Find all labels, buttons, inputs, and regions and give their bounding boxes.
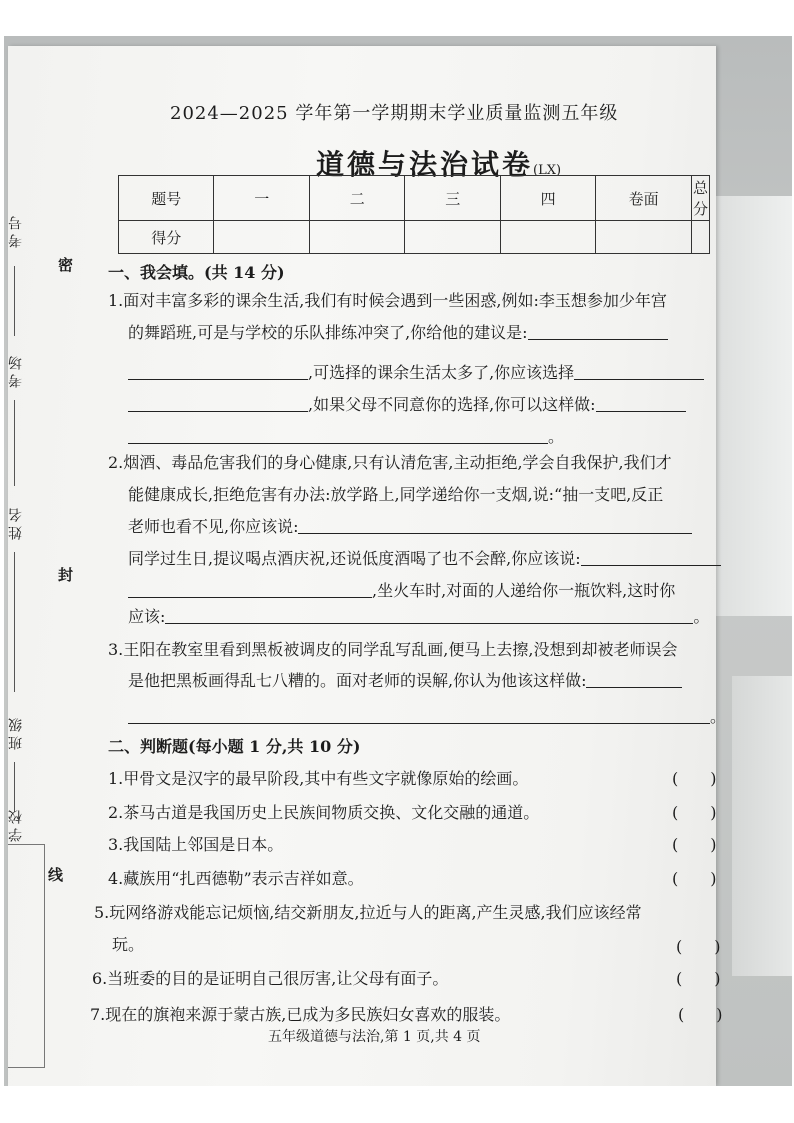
score-cell[interactable] (405, 221, 500, 254)
q2-line4 (128, 546, 721, 569)
answer-paren[interactable]: ( ) (678, 1005, 723, 1024)
binding-strip (8, 156, 74, 1086)
score-cell[interactable] (309, 221, 404, 254)
binding-field-class: 班级 (8, 714, 24, 750)
answer-blank[interactable] (596, 395, 686, 412)
answer-paren[interactable]: ( ) (672, 869, 717, 888)
q2-line1: 2.烟酒、毒品危害我们的身心健康,只有认清危害,主动拒绝,学会自我保护,我们才 (108, 453, 672, 472)
binding-line (14, 400, 15, 486)
answer-blank[interactable] (128, 363, 308, 380)
q2-line3 (128, 514, 692, 537)
answer-blank[interactable] (298, 517, 692, 534)
binding-field-school: 学校 (8, 806, 24, 842)
q2-line6-text: 应该: (128, 607, 166, 626)
binding-mark-line: 线 (48, 866, 64, 884)
q2-line2: 能健康成长,拒绝危害有办法:放学路上,同学递给你一支烟,说:“抽一支吧,反正 (128, 485, 664, 504)
q1-line1: 1.面对丰富多彩的课余生活,我们有时候会遇到一些困惑,例如:李玉想参加少年宫 (108, 291, 667, 310)
answer-paren[interactable]: ( ) (676, 937, 721, 956)
background-paper (732, 676, 792, 976)
binding-field-exam-room: 考场 (8, 352, 24, 388)
binding-box (8, 844, 45, 1068)
score-header-cell: 四 (500, 176, 595, 221)
score-header-cell: 题号 (119, 176, 214, 221)
score-table (118, 175, 710, 254)
section1-heading: 一、我会填。(共 14 分) (108, 263, 285, 282)
answer-paren[interactable]: ( ) (676, 969, 721, 988)
q1-line4 (128, 392, 686, 415)
tf-item-6: 6.当班委的目的是证明自己很厉害,让父母有面子。 (92, 969, 449, 988)
q3-line1: 3.王阳在教室里看到黑板被调皮的同学乱写乱画,便马上去擦,没想到却被老师误会 (108, 640, 678, 659)
exam-title-line1: 2024—2025 学年第一学期期末学业质量监测五年级 (170, 103, 619, 124)
score-header-cell: 总分 (691, 176, 709, 221)
q1-line4-text: ,如果父母不同意你的选择,你可以这样做: (308, 395, 596, 414)
q1-line5 (128, 424, 564, 447)
score-row-label: 得分 (119, 221, 214, 254)
answer-blank[interactable] (581, 549, 721, 566)
tf-item-4: 4.藏族用“扎西德勒”表示吉祥如意。 (108, 869, 364, 888)
exam-code: (LX) (533, 163, 562, 178)
q2-end: 。 (693, 607, 710, 626)
answer-blank[interactable] (128, 581, 372, 598)
score-table-score-row (119, 221, 710, 254)
q2-line5 (128, 578, 675, 601)
binding-field-name: 姓名 (8, 504, 24, 540)
answer-blank[interactable] (128, 707, 710, 724)
score-table-header-row (119, 176, 710, 221)
tf-item-2: 2.茶马古道是我国历史上民族间物质交换、文化交融的通道。 (108, 803, 540, 822)
page-footer: 五年级道德与法治,第 1 页,共 4 页 (268, 1029, 481, 1045)
q1-line2-text: 的舞蹈班,可是与学校的乐队排练冲突了,你给他的建议是: (128, 323, 528, 342)
answer-blank[interactable] (574, 363, 704, 380)
answer-paren[interactable]: ( ) (672, 769, 717, 788)
answer-blank[interactable] (128, 395, 308, 412)
q2-line5-text: ,坐火车时,对面的人递给你一瓶饮料,这时你 (372, 581, 676, 600)
q3-line2-text: 是他把黑板画得乱七八糟的。面对老师的误解,你认为他该这样做: (128, 671, 587, 690)
q3-end: 。 (710, 707, 727, 726)
exam-subject-title: 道德与法治试卷 (316, 148, 534, 181)
binding-field-exam-number: 考号 (8, 212, 24, 248)
binding-line (14, 762, 15, 812)
answer-paren[interactable]: ( ) (672, 835, 717, 854)
background-paper (712, 196, 792, 616)
score-cell[interactable] (214, 221, 309, 254)
binding-line (14, 266, 15, 336)
answer-blank[interactable] (586, 671, 682, 688)
q3-line3 (128, 704, 726, 727)
tf-item-5: 5.玩网络游戏能忘记烦恼,结交新朋友,拉近与人的距离,产生灵感,我们应该经常 (94, 903, 642, 922)
score-cell[interactable] (691, 221, 709, 254)
tf-item-5-cont: 玩。 (112, 935, 145, 954)
answer-paren[interactable]: ( ) (672, 803, 717, 822)
score-header-cell: 二 (309, 176, 404, 221)
score-header-cell: 卷面 (596, 176, 691, 221)
q2-line4-text: 同学过生日,提议喝点酒庆祝,还说低度酒喝了也不会醉,你应该说: (128, 549, 581, 568)
binding-line (14, 552, 15, 692)
score-header-cell: 一 (214, 176, 309, 221)
score-header-cell: 三 (405, 176, 500, 221)
q1-line3-text: ,可选择的课余生活太多了,你应该选择 (308, 363, 575, 382)
q2-line3-text: 老师也看不见,你应该说: (128, 517, 299, 536)
q3-line2 (128, 668, 682, 691)
binding-mark-seal: 密 (58, 256, 74, 274)
score-cell[interactable] (596, 221, 691, 254)
q1-line3 (128, 360, 704, 383)
answer-blank[interactable] (165, 607, 693, 624)
q2-line6 (128, 604, 709, 627)
score-cell[interactable] (500, 221, 595, 254)
q1-line2 (128, 320, 668, 343)
answer-blank[interactable] (128, 427, 548, 444)
tf-item-3: 3.我国陆上邻国是日本。 (108, 835, 284, 854)
q1-end: 。 (548, 427, 565, 446)
tf-item-1: 1.甲骨文是汉字的最早阶段,其中有些文字就像原始的绘画。 (108, 769, 529, 788)
section2-heading: 二、判断题(每小题 1 分,共 10 分) (108, 737, 361, 756)
binding-mark-seal: 封 (58, 566, 74, 584)
answer-blank[interactable] (528, 323, 668, 340)
tf-item-7: 7.现在的旗袍来源于蒙古族,已成为多民族妇女喜欢的服装。 (90, 1005, 511, 1024)
